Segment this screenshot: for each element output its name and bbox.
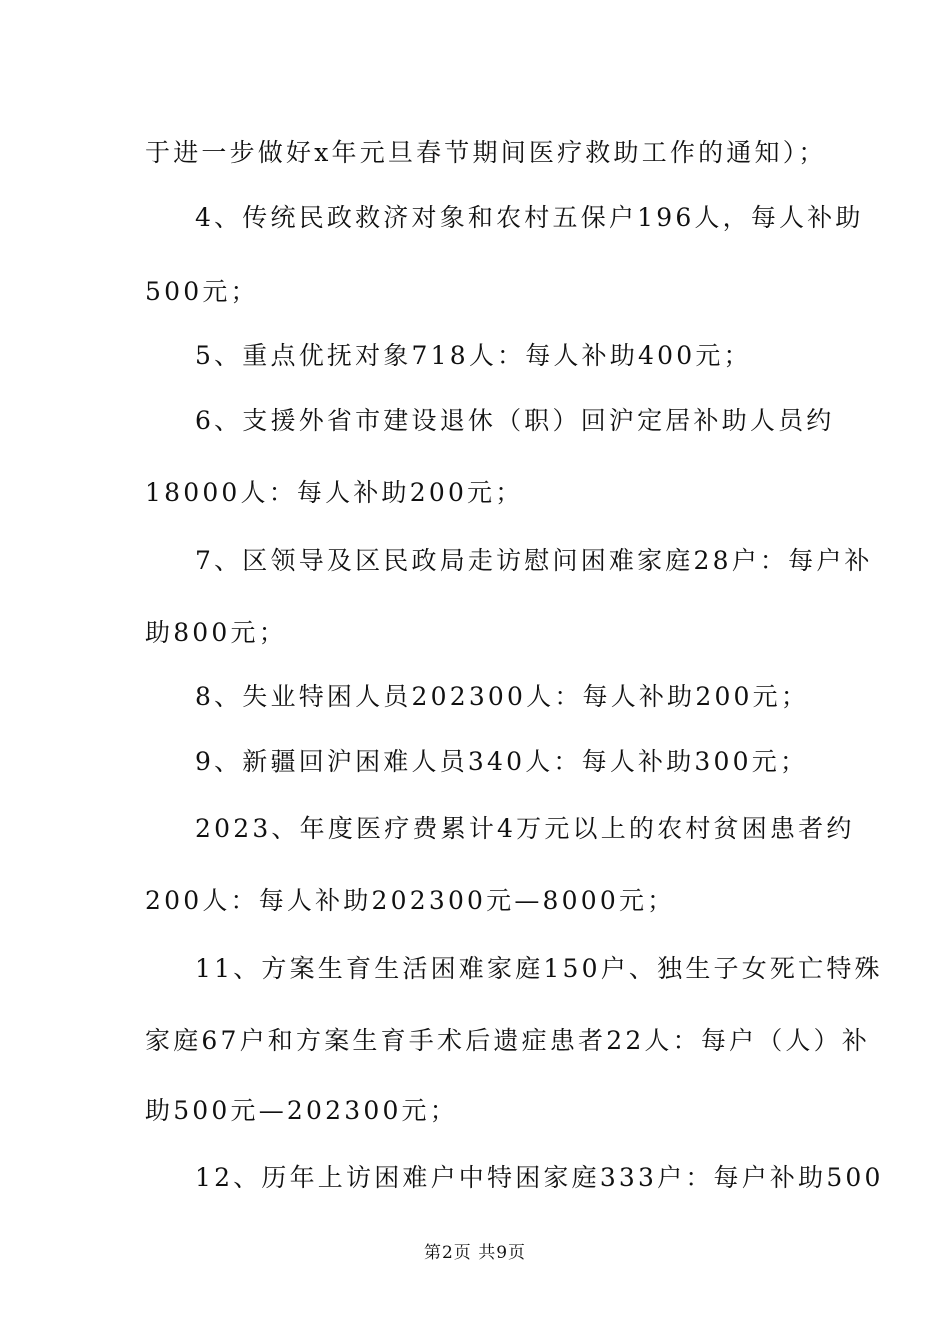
text-line-4: 5、重点优抚对象718人：每人补助400元； — [195, 341, 752, 370]
text-line-10: 9、新疆回沪困难人员340人：每人补助300元； — [195, 747, 809, 776]
page-footer: 第2页 共9页 — [423, 1243, 527, 1263]
text-line-12: 200人：每人补助202300元—8000元； — [145, 886, 676, 915]
text-line-9: 8、失业特困人员202300人：每人补助200元； — [195, 682, 810, 711]
text-line-3: 500元； — [145, 277, 259, 306]
text-line-1: 于进一步做好x年元旦春节期间医疗救助工作的通知）； — [145, 138, 827, 167]
text-line-13: 11、方案生育生活困难家庭150户、独生子女死亡特殊 — [195, 954, 883, 983]
text-line-7: 7、区领导及区民政局走访慰问困难家庭28户：每户补 — [195, 546, 873, 575]
text-line-5: 6、支援外省市建设退休（职）回沪定居补助人员约 — [195, 406, 835, 435]
text-line-8: 助800元； — [145, 618, 287, 647]
text-line-11: 2023、年度医疗费累计4万元以上的农村贫困患者约 — [195, 814, 855, 843]
text-line-6: 18000人：每人补助200元； — [145, 478, 524, 507]
text-line-16: 12、历年上访困难户中特困家庭333户：每户补助500 — [195, 1163, 884, 1192]
text-line-2: 4、传统民政救济对象和农村五保户196人，每人补助 — [195, 203, 864, 232]
text-line-15: 助500元—202300元； — [145, 1096, 458, 1125]
text-line-14: 家庭67户和方案生育手术后遗症患者22人：每户（人）补 — [145, 1026, 871, 1055]
